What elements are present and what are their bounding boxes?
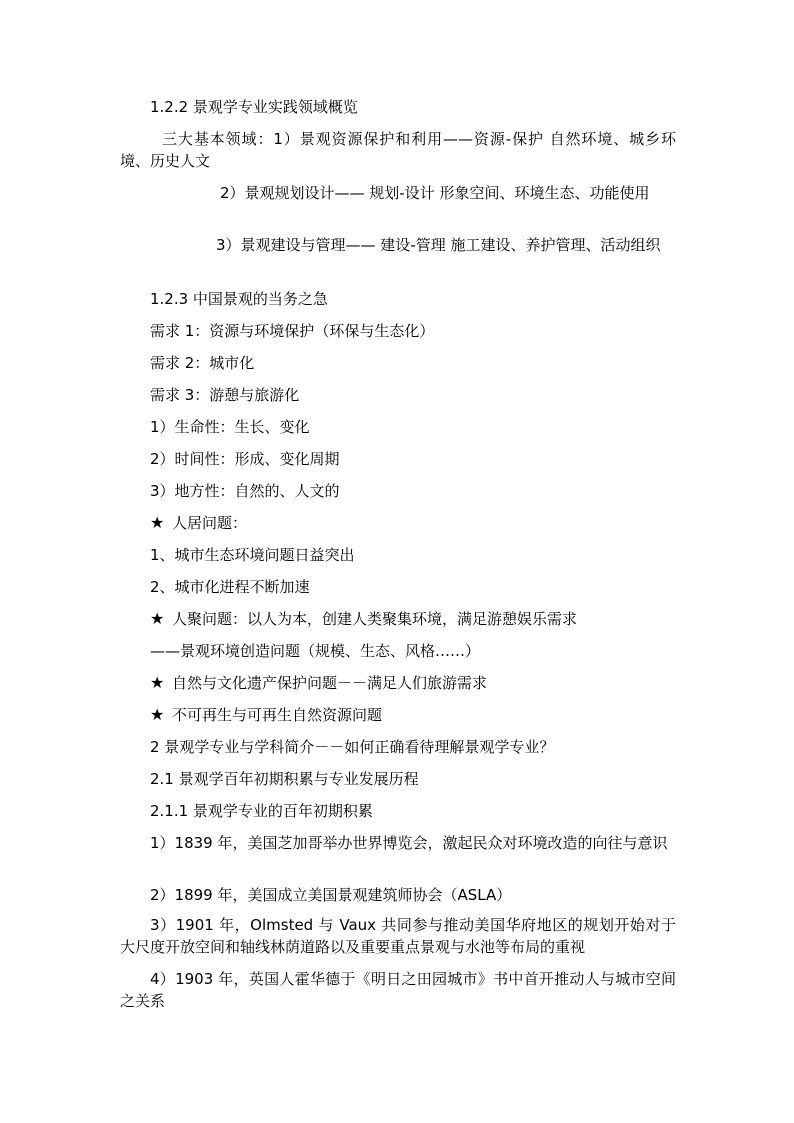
property-item-3: 3）地方性：自然的、人文的 — [150, 482, 340, 500]
history-paragraph-3: 3）1901 年，Olmsted 与 Vaux 共同参与推动美国华府地区的规划开始对于大尺度开放空间和轴线林荫道路以及重要重点景观与水池等布局的重视 — [120, 916, 676, 956]
star-bullet-icon: ★ — [150, 609, 165, 628]
gathering-issue-text: 人聚问题：以人为本，创建人类聚集环境，满足游憩娱乐需求 — [172, 610, 578, 628]
history-paragraph-4: 4）1903 年，英国人霍华德于《明日之田园城市》书中首开推动人与城市空间之关系 — [120, 970, 676, 1010]
section-heading-1-2-2: 1.2.2 景观学专业实践领域概览 — [150, 98, 358, 116]
heritage-issue-text: 自然与文化遗产保护问题－－满足人们旅游需求 — [172, 674, 488, 692]
property-item-1: 1）生命性：生长、变化 — [150, 418, 310, 436]
star-bullet-icon: ★ — [150, 513, 165, 532]
need-item-3: 需求 3：游憩与旅游化 — [150, 386, 300, 404]
need-item-1: 需求 1：资源与环境保护（环保与生态化） — [150, 322, 435, 340]
resource-issue-line — [150, 704, 382, 726]
section-heading-2-1: 2.1 景观学百年初期积累与专业发展历程 — [150, 770, 419, 788]
heritage-issue-line — [150, 672, 487, 694]
history-paragraph-1: 1）1839 年，美国芝加哥举办世界博览会，激起民众对环境改造的向往与意识 — [150, 834, 668, 852]
resource-issue-text: 不可再生与可再生自然资源问题 — [172, 706, 383, 724]
need-item-2: 需求 2：城市化 — [150, 354, 255, 372]
habitat-item-1: 1、城市生态环境问题日益突出 — [150, 546, 355, 564]
history-paragraph-2: 2）1899 年，美国成立美国景观建筑师协会（ASLA） — [150, 886, 512, 904]
domain-paragraph-2: 2）景观规划设计—— 规划-设计 形象空间、环境生态、功能使用 — [220, 184, 650, 202]
section-heading-2-1-1: 2.1.1 景观学专业的百年初期积累 — [150, 802, 373, 820]
habitat-item-2: 2、城市化进程不断加速 — [150, 578, 310, 596]
star-bullet-icon: ★ — [150, 673, 165, 692]
domain-paragraph-1: 三大基本领域：1）景观资源保护和利用——资源-保护 自然环境、城乡环境、历史人文 — [120, 130, 676, 170]
star-bullet-icon: ★ — [150, 705, 165, 724]
section-heading-1-2-3: 1.2.3 中国景观的当务之急 — [150, 290, 328, 308]
section-heading-2: 2 景观学专业与学科简介－－如何正确看待理解景观学专业？ — [150, 738, 555, 756]
landscape-creation-line: ——景观环境创造问题（规模、生态、风格……） — [150, 642, 481, 660]
domain-paragraph-3: 3）景观建设与管理—— 建设-管理 施工建设、养护管理、活动组织 — [216, 236, 661, 254]
habitat-issue-text: 人居问题： — [172, 514, 248, 532]
gathering-issue-line — [150, 608, 577, 630]
property-item-2: 2）时间性：形成、变化周期 — [150, 450, 340, 468]
habitat-issue-line — [150, 512, 247, 534]
